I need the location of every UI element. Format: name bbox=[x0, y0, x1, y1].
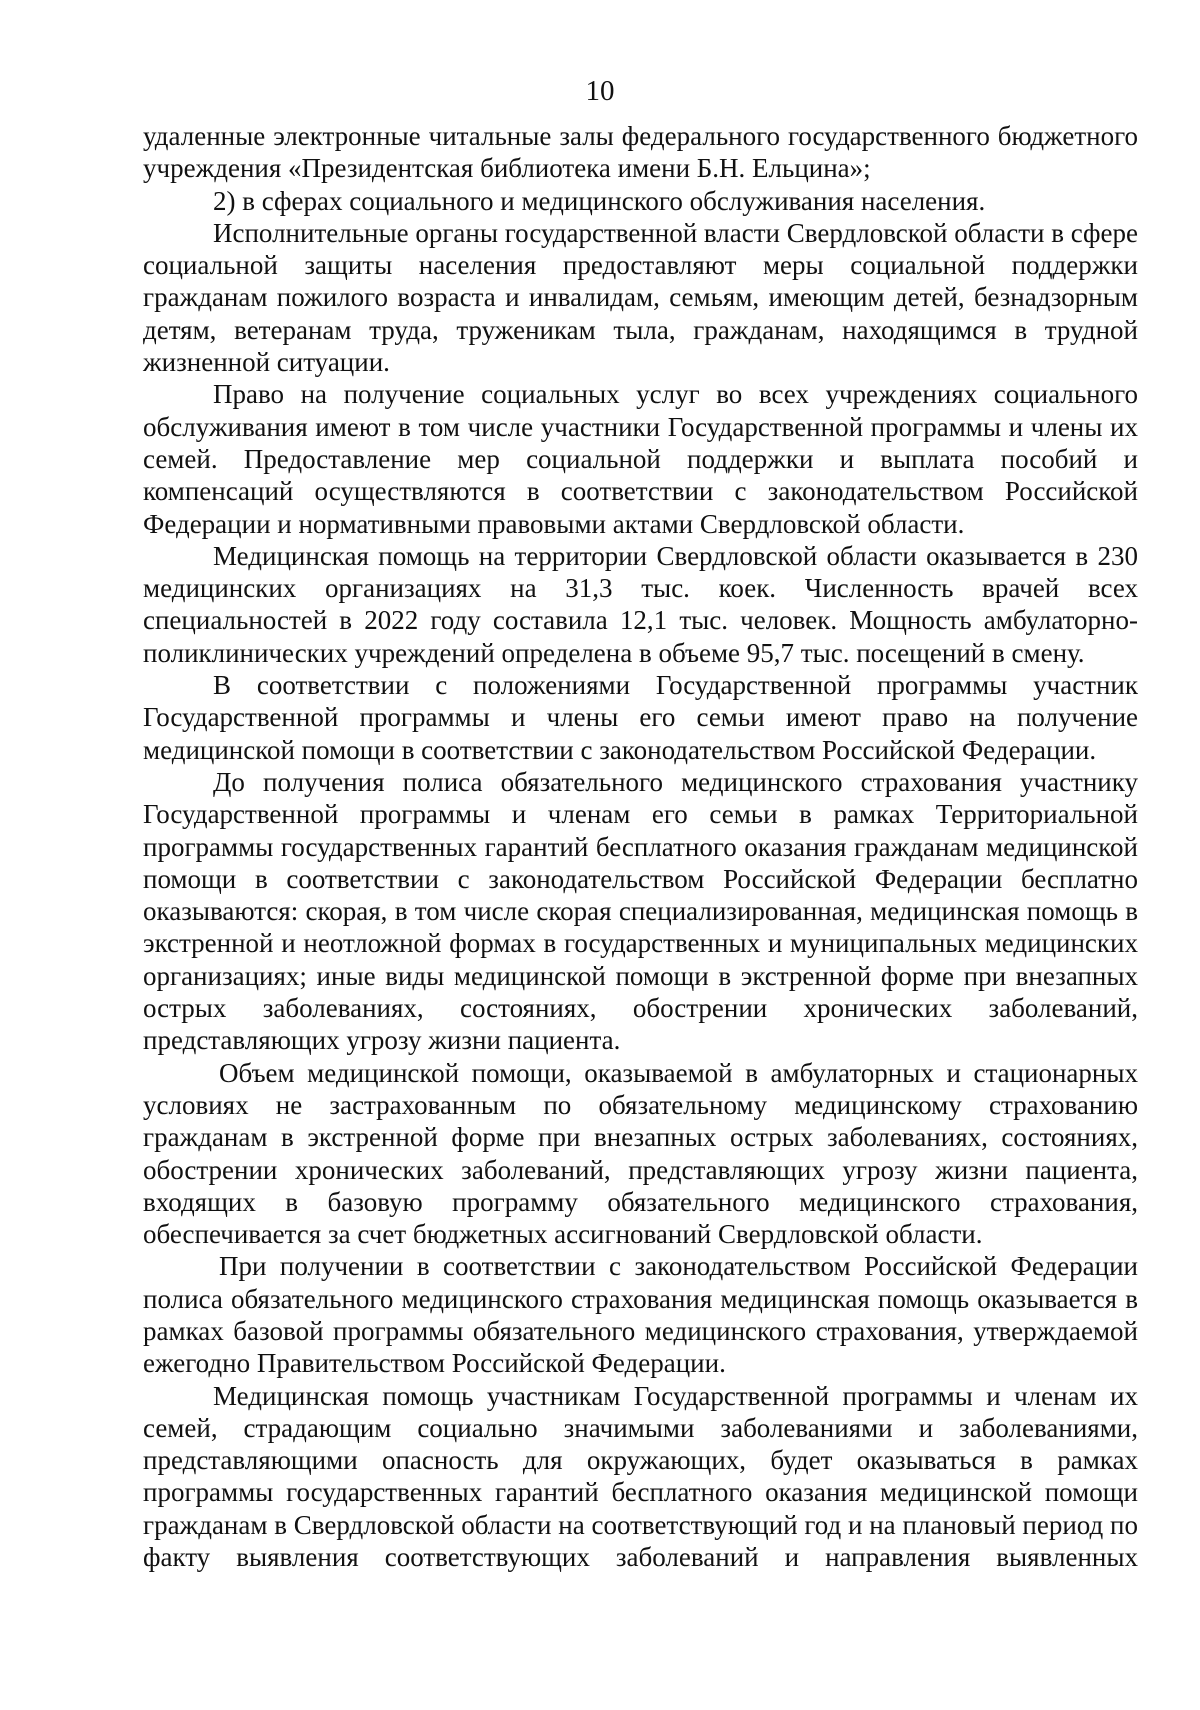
document-body bbox=[143, 120, 1138, 1573]
paragraph-list-item-2: 2) в сферах социального и медицинского обслуживания населения. bbox=[213, 185, 986, 216]
paragraph-social-protection: Исполнительные органы государственной власти Свердловской области в сфере социальной защиты населения предоставляют меры социальной поддержки гражданам пожилого возраста и инвалидам, семьям, имеющим детей, безнадзорным детям, ветеранам труда, труженикам тыла, гражданам, находящимся в трудной жизненной ситуации. bbox=[143, 217, 1138, 378]
paragraph-social-services: Право на получение социальных услуг во всех учреждениях социального обслуживания имеют в том числе участники Государственной программы и члены их семей. Предоставление мер социальной поддержки и выплата пособий и компенсаций осуществляются в соответствии с законодательством Российской Федерации и нормативными правовыми актами Свердловской области. bbox=[143, 379, 1138, 539]
paragraph-medical-organizations: Медицинская помощь на территории Свердловской области оказывается в 230 медицинских организациях на 31,3 тыс. коек. Численность врачей всех специальностей в 2022 году составила 12,1 тыс. человек. Мощность амбулаторно-поликлинических учреждений определена в объеме 95,7 тыс. посещений в смену. bbox=[143, 540, 1138, 668]
page-number: 10 bbox=[585, 75, 615, 107]
paragraph-program-rights: В соответствии с положениями Государственной программы участник Государственной программы и члены его семьи имеют право на получение медицинской помощи в соответствии с законодательством Российской Федерации. bbox=[143, 670, 1138, 765]
paragraph-continuation: удаленные электронные читальные залы федерального государственного бюджетного учреждения «Президентская библиотека имени Б.Н. Ельцина»; bbox=[143, 121, 1138, 184]
paragraph-significant-diseases: Медицинская помощь участникам Государственной программы и членам их семей, страдающим социально значимыми заболеваниями и заболеваниями, представляющими опасность для окружающих, будет оказываться в рамках программы государственных гарантий бесплатного оказания медицинской помощи гражданам в Свердловской области на соответствующий год и на плановый период по факту выявления соответствующих заболеваний и направления выявленных bbox=[143, 1380, 1138, 1573]
paragraph-before-insurance: До получения полиса обязательного медицинского страхования участнику Государственной программы и членам его семьи в рамках Территориальной программы государственных гарантий бесплатного оказания гражданам медицинской помощи в соответствии с законодательством Российской Федерации бесплатно оказываются: скорая, в том числе скорая специализированная, медицинская помощь в экстренной и неотложной формах в государственных и муниципальных медицинских организациях; иные виды медицинской помощи в экстренной форме при внезапных острых заболеваниях, состояниях, обострении хронических заболеваний, представляющих угрозу жизни пациента. bbox=[143, 766, 1138, 1056]
paragraph-after-insurance: При получении в соответствии с законодательством Российской Федерации полиса обязательного медицинского страхования медицинская помощь оказывается в рамках базовой программы обязательного медицинского страхования, утверждаемой ежегодно Правительством Российской Федерации. bbox=[143, 1251, 1138, 1379]
paragraph-uninsured-care: Объем медицинской помощи, оказываемой в амбулаторных и стационарных условиях не застрахованным по обязательному медицинскому страхованию гражданам в экстренной форме при внезапных острых заболеваниях, состояниях, обострении хронических заболеваний, представляющих угрозу жизни пациента, входящих в базовую программу обязательного медицинского страхования, обеспечивается за счет бюджетных ассигнований Свердловской области. bbox=[143, 1057, 1138, 1250]
